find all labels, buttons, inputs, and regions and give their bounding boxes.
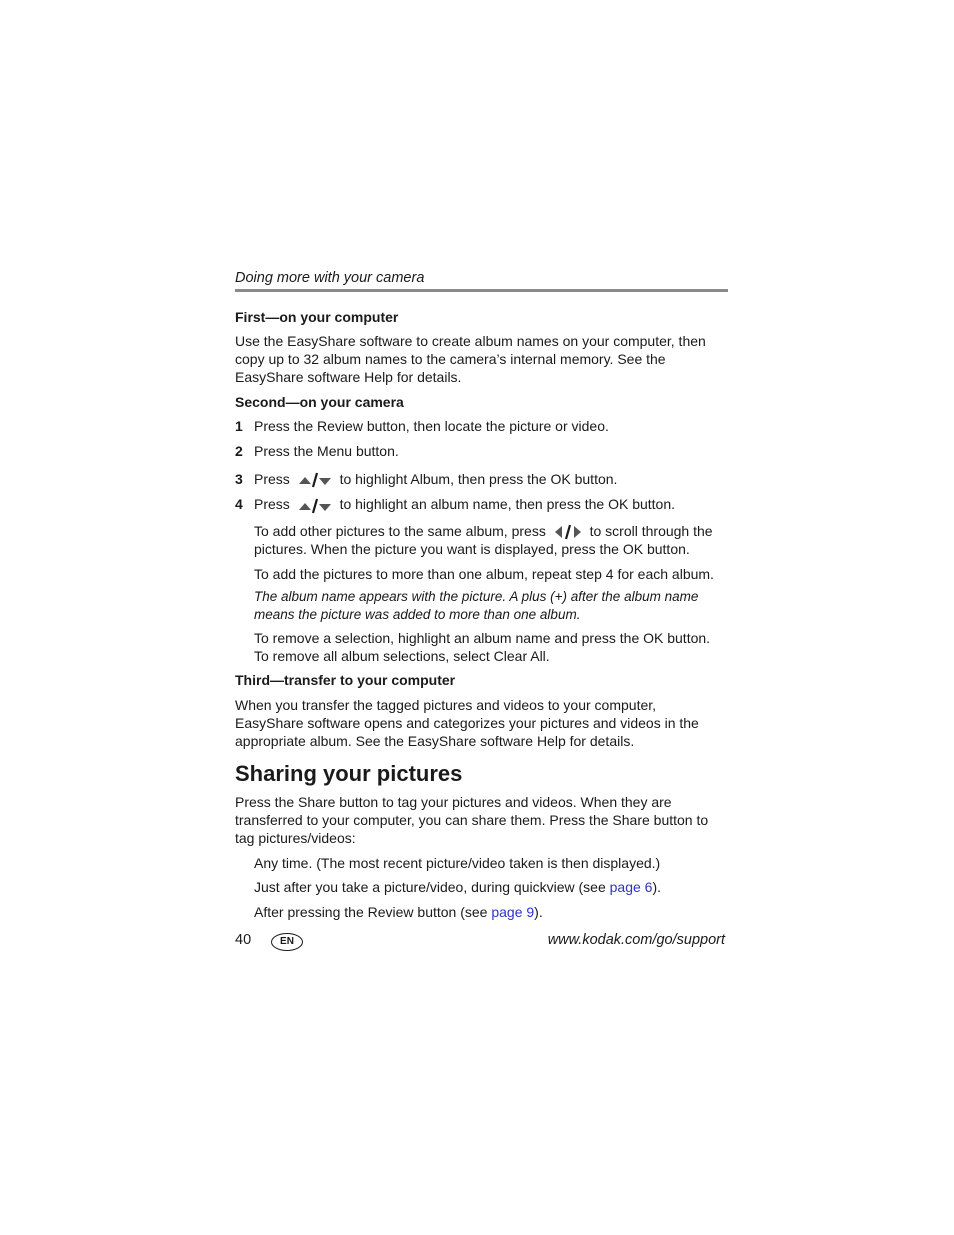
sharing-item-review xyxy=(254,903,728,921)
note-plus-sign: The album name appears with the picture. A plus (+) after the album name means the picture was added to more than one album. xyxy=(254,588,699,622)
language-badge: EN xyxy=(271,933,303,951)
page-content xyxy=(235,270,728,921)
step-number: 4 xyxy=(235,496,243,513)
step-number: 3 xyxy=(235,471,243,487)
step-number: 2 xyxy=(235,443,243,459)
step-text-before: Press xyxy=(254,496,290,513)
left-right-arrow-icon xyxy=(554,524,582,540)
step-3 xyxy=(235,470,728,488)
sharing-item-text: ). xyxy=(652,878,662,895)
sharing-intro: Press the Share button to tag your pictures and videos. When they are transferred to your computer, you can share them. Press the Share button to tag pictures/videos: xyxy=(235,793,709,846)
step-text: Press the Menu button. xyxy=(254,443,399,459)
sharing-item-text: After pressing the Review button (see xyxy=(254,903,492,920)
note-multiple-albums: To add the pictures to more than one album, repeat step 4 for each album. xyxy=(254,565,714,582)
page-6-link[interactable]: page 6 xyxy=(609,878,653,895)
sharing-item-text: ). xyxy=(534,903,543,920)
page-9-link[interactable]: page 9 xyxy=(491,903,535,920)
third-heading: Third—transfer to your computer xyxy=(235,671,456,688)
step-text-before: Press xyxy=(254,471,290,487)
page-footer xyxy=(235,932,728,954)
sharing-item-quickview xyxy=(254,878,728,896)
note-scroll-after: to scroll through the pictures. When the picture you want is displayed, press the OK button. xyxy=(254,522,713,557)
section-title: Sharing your pictures xyxy=(235,760,463,786)
step-2 xyxy=(235,442,728,460)
step-4 xyxy=(235,495,728,513)
step-number: 1 xyxy=(235,418,243,434)
up-down-arrow-icon xyxy=(298,472,332,488)
sharing-item-any-time: Any time. (The most recent picture/video taken is then displayed.) xyxy=(254,854,661,871)
up-down-arrow-icon xyxy=(298,498,332,514)
first-body: Use the EasyShare software to create album names on your computer, then copy up to 32 album names to the camera’s internal memory. See the EasyShare software Help for details. xyxy=(235,333,706,385)
note-scroll-before: To add other pictures to the same album, press xyxy=(254,522,546,539)
note-scroll xyxy=(254,522,728,558)
support-url[interactable]: www.kodak.com/go/support xyxy=(547,932,725,948)
second-heading: Second—on your camera xyxy=(235,394,404,410)
third-body: When you transfer the tagged pictures and videos to your computer, EasyShare software opens and categorizes your pictures and videos in the appropriate album. See the EasyShare software Help for details. xyxy=(235,696,699,749)
sharing-item-text: Just after you take a picture/video, during quickview (see xyxy=(254,878,610,895)
page-number: 40 xyxy=(235,932,252,948)
note-remove-selection: To remove a selection, highlight an album name and press the OK button. To remove all album selections, select Clear All. xyxy=(254,629,711,664)
first-heading: First—on your computer xyxy=(235,309,399,325)
running-header: Doing more with your camera xyxy=(235,270,728,292)
step-text-after: to highlight an album name, then press the OK button. xyxy=(339,496,676,513)
step-1 xyxy=(235,417,728,435)
step-text-after: to highlight Album, then press the OK button. xyxy=(339,471,618,487)
step-text: Press the Review button, then locate the picture or video. xyxy=(254,418,609,434)
